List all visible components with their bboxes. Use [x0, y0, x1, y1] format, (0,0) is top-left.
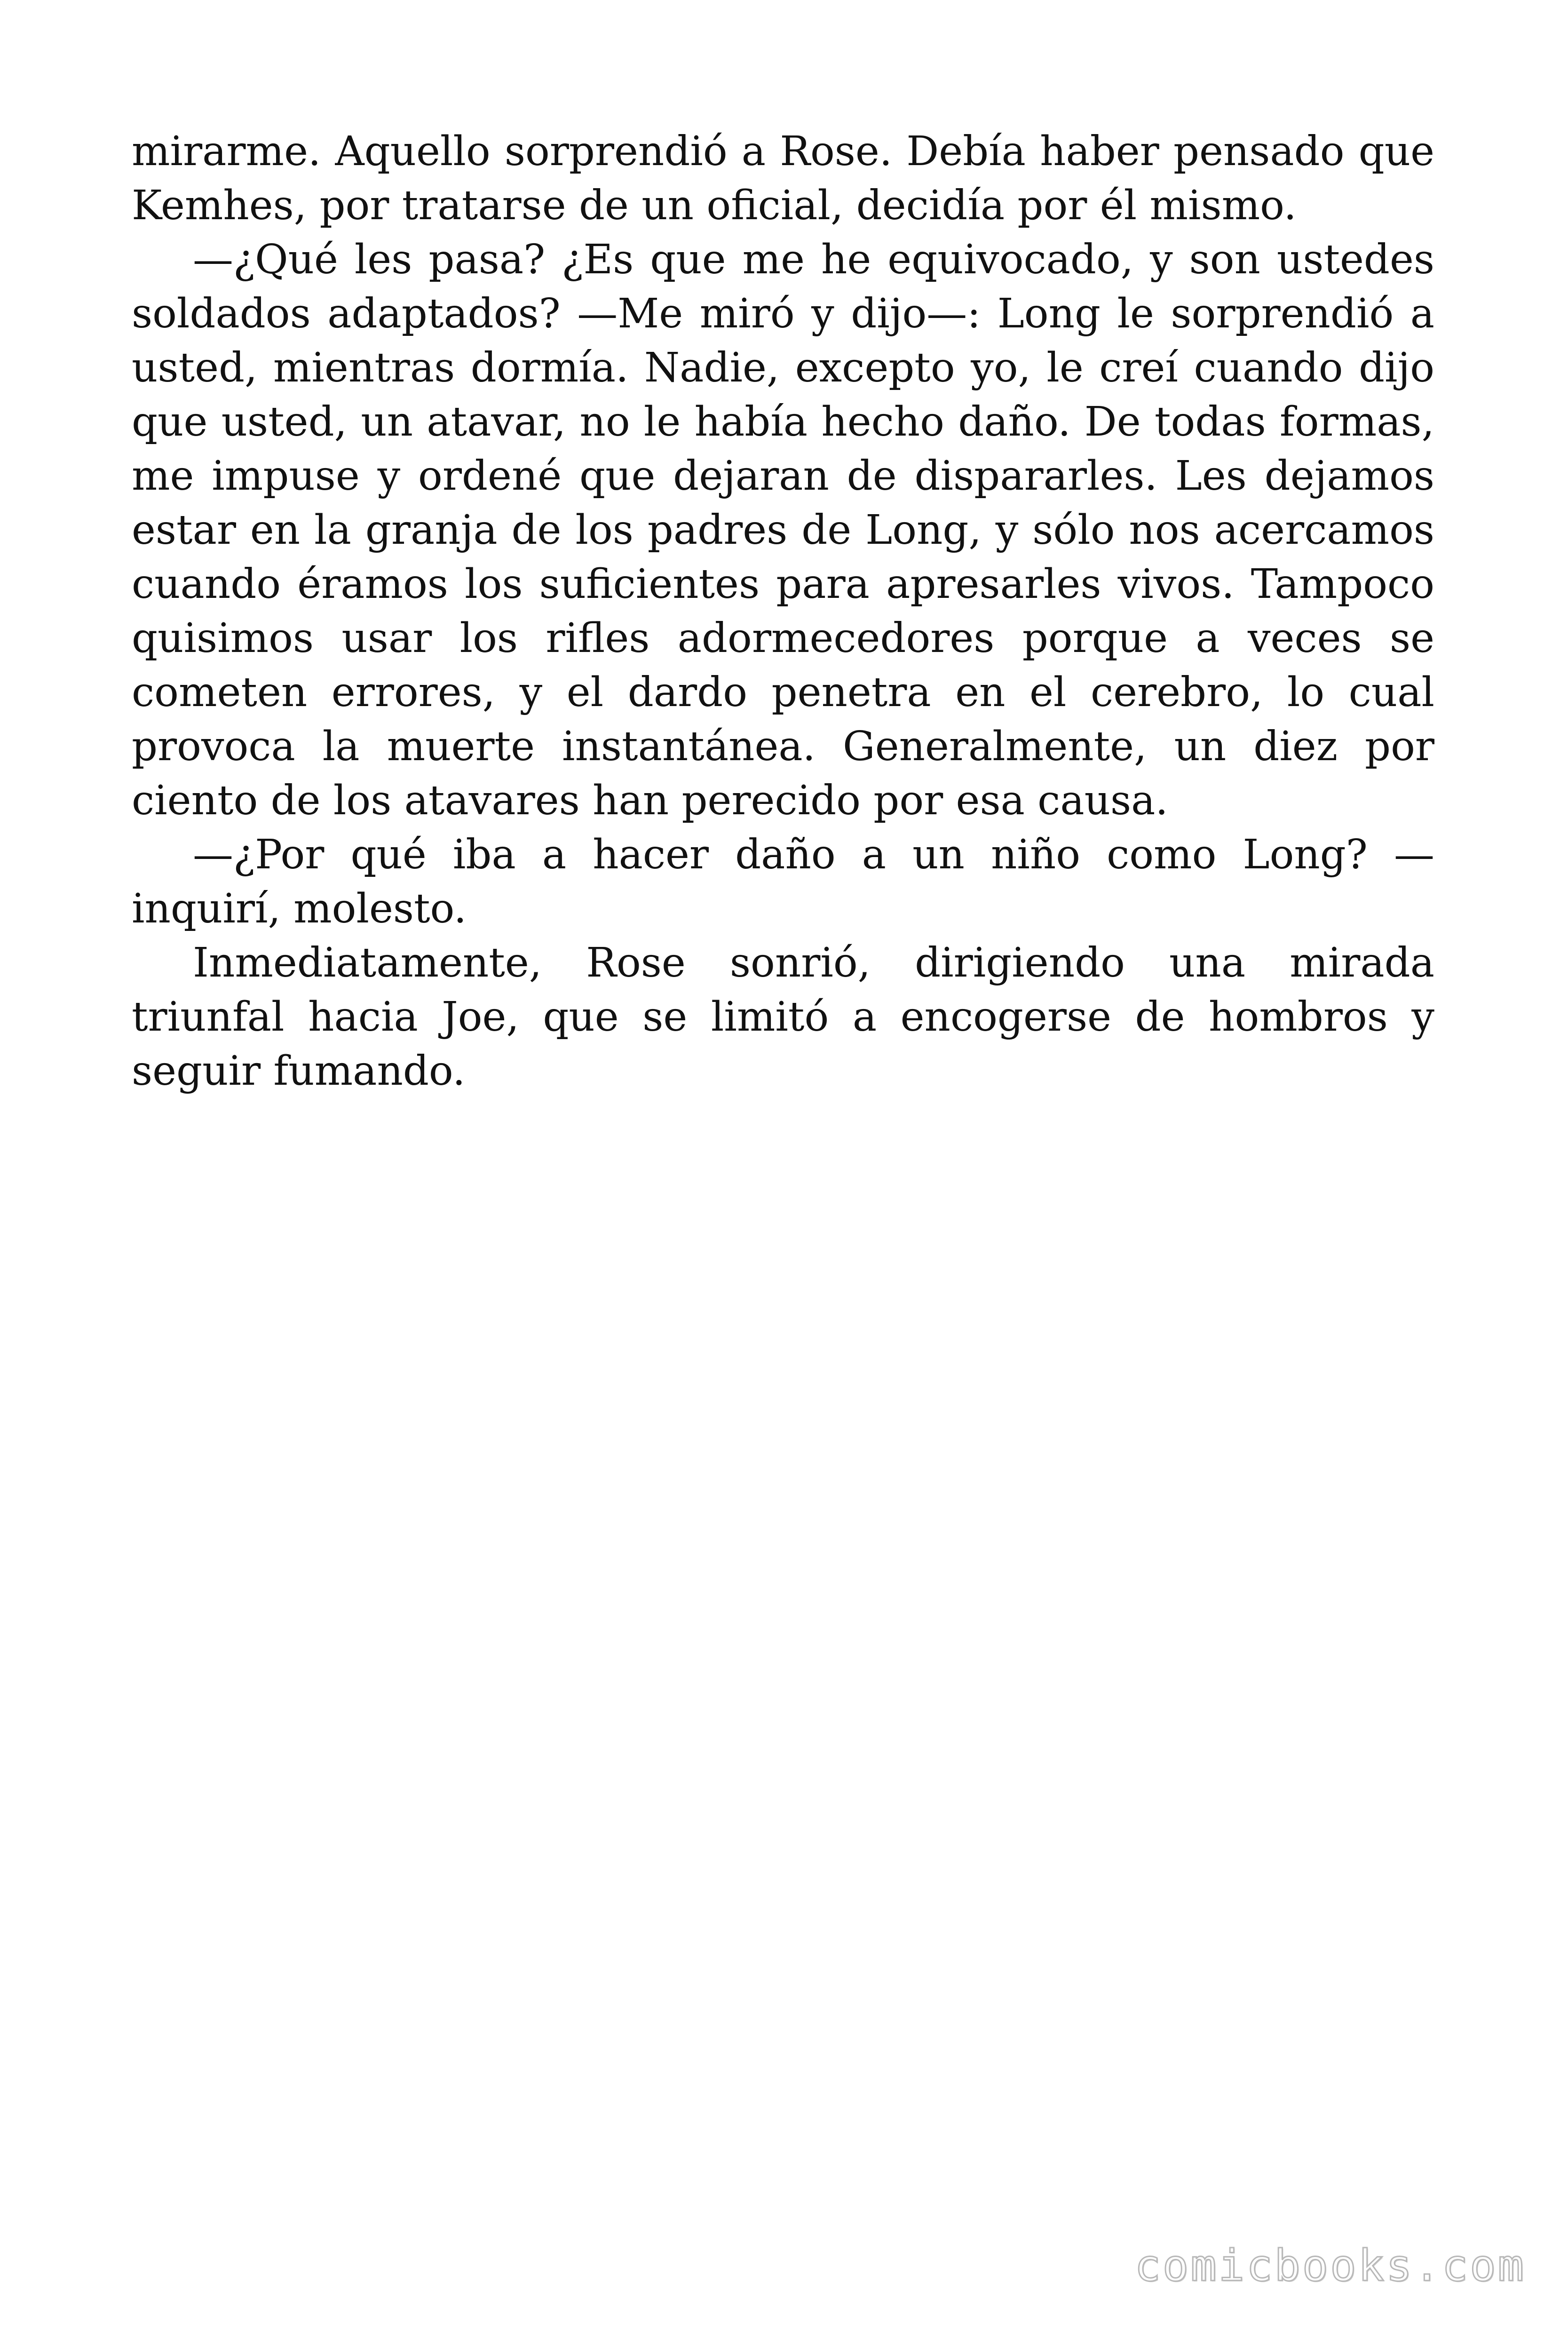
- paragraph-1: mirarme. Aquello sorprendió a Rose. Debía haber pensado que Kemhes, por tratarse de un oficial, decidía por él mismo.: [132, 128, 1434, 229]
- page-body-text: [132, 125, 1434, 1098]
- paragraph-2: —¿Qué les pasa? ¿Es que me he equivocado, y son ustedes soldados adaptados? —Me miró y dijo—: Long le sorprendió a usted, mientras dormía. Nadie, excepto yo, le creí cuando dijo que usted, un atavar, no le había hecho daño. De todas formas, me impuse y ordené que dejaran de dispararles. Les dejamos estar en la granja de los padres de Long, y sólo nos acercamos cuando éramos los suficientes para apresarles vivos. Tampoco quisimos usar los rifles adormecedores porque a veces se cometen errores, y el dardo penetra en el cerebro, lo cual provoca la muerte instantánea. Generalmente, un diez por ciento de los atavares han perecido por esa causa.: [132, 236, 1434, 824]
- site-watermark: comicbooks.com: [1134, 2241, 1526, 2291]
- paragraph-4: Inmediatamente, Rose sonrió, dirigiendo una mirada triunfal hacia Joe, que se limitó a encogerse de hombros y seguir fumando.: [132, 939, 1434, 1095]
- paragraph-3: —¿Por qué iba a hacer daño a un niño como Long? —inquirí, molesto.: [132, 831, 1434, 932]
